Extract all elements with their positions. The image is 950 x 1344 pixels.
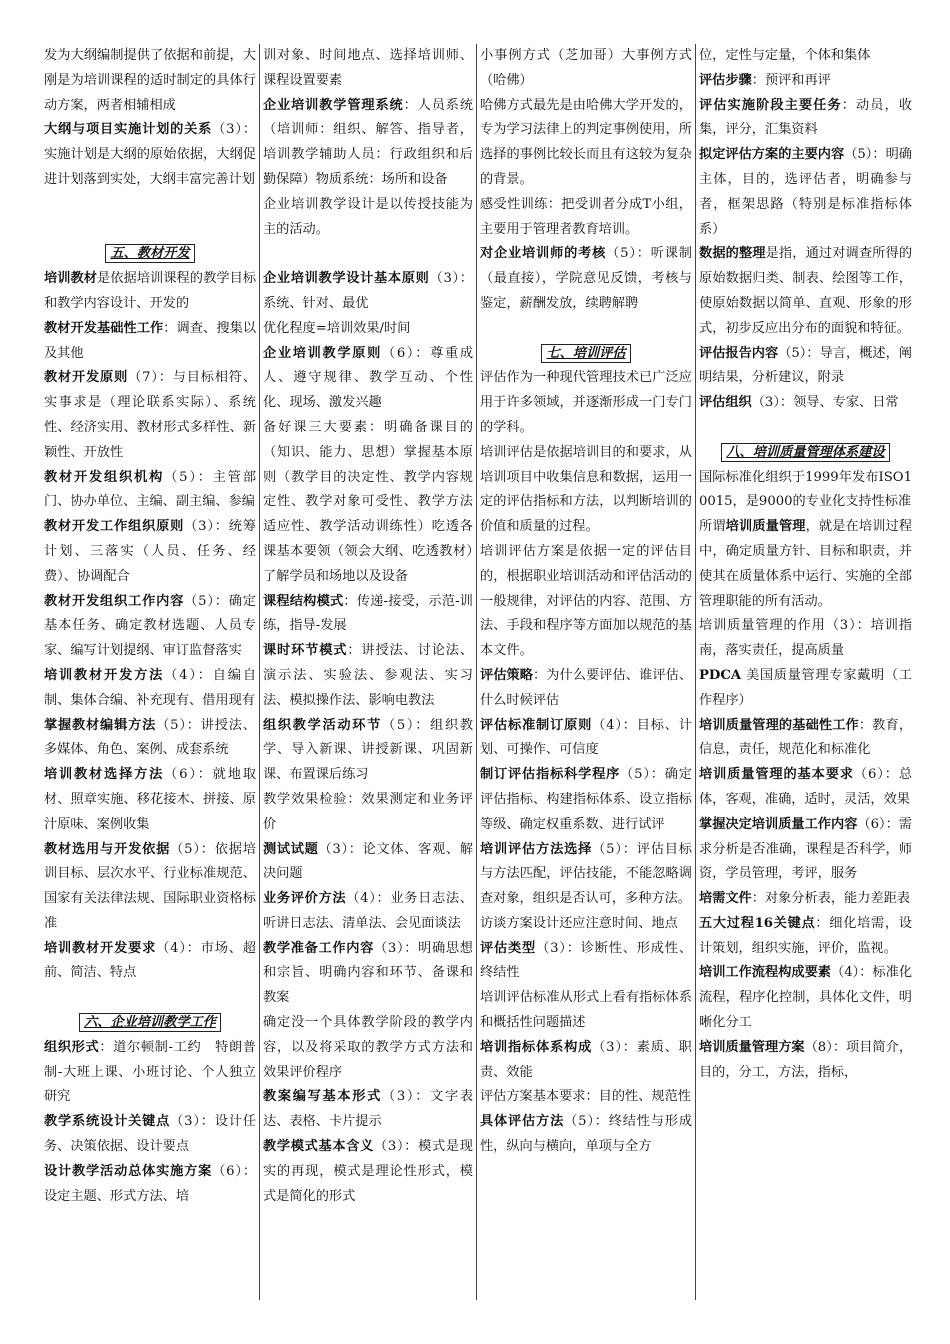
paragraph-text: （3）：实施计划是大纲的原始依据，大纲促进计划落到实处，大纲丰富完善计划 bbox=[44, 122, 256, 187]
paragraph-text: ：传递-接受，示范-训练，指导-发展 bbox=[263, 593, 473, 634]
paragraph bbox=[480, 366, 692, 440]
paragraph bbox=[263, 639, 473, 713]
paragraph-lead-term: 拟定评估方案的主要内容 bbox=[699, 147, 845, 163]
paragraph bbox=[44, 838, 256, 937]
paragraph-lead-term: 测试试题 bbox=[263, 841, 319, 857]
paragraph bbox=[699, 69, 912, 94]
column-1 bbox=[44, 44, 256, 1300]
paragraph-text: ：对象分析表，能力差距表 bbox=[751, 891, 910, 907]
paragraph-text: 训对象、时间地点、选择培训师、课程设置要素 bbox=[263, 48, 473, 88]
paragraph-text: （5）：导言，概述，阐明结果，分析建议，附录 bbox=[699, 345, 912, 386]
paragraph-text: （5）：评估目标与方法匹配，评估技能，不能忽略调查对象，组织是否认可，多种方法。 bbox=[480, 841, 692, 907]
paragraph-text: ：为什么要评估、谁评估、什么时候评估 bbox=[480, 667, 692, 708]
paragraph-text: 教学效果检验：效果测定和业务评价 bbox=[263, 791, 473, 832]
paragraph-lead-term: 教材开发组织机构 bbox=[44, 469, 165, 485]
paragraph bbox=[699, 94, 912, 144]
paragraph bbox=[699, 44, 912, 69]
paragraph bbox=[480, 937, 692, 987]
paragraph-text: （4）：业务日志法、听讲日志法、清单法、会见面谈法 bbox=[263, 891, 473, 931]
paragraph-text: 培训评估是依据培训目的和要求，从培训项目中收集信息和数据，运用一定的评估指标和方法，以判断培训的价值和质量的过程。 bbox=[480, 444, 692, 535]
paragraph bbox=[44, 937, 256, 987]
paragraph-text: 感受性训练：把受训者分成T小组，主要用于管理者教育培训。 bbox=[480, 196, 692, 237]
paragraph-text: （3）：素质、职责、效能 bbox=[480, 1039, 692, 1080]
paragraph bbox=[263, 267, 473, 317]
paragraph-lead-term: 培训质量管理方案 bbox=[699, 1039, 805, 1055]
paragraph bbox=[263, 788, 473, 838]
paragraph-text: ，就是在培训过程中，确定质量方针、目标和职责，并使其在质量体系中运行、实施的全部管理职能的所有活动。 bbox=[699, 519, 912, 609]
paragraph-lead-term: 评估实施阶段主要任务 bbox=[699, 97, 842, 113]
paragraph-term: 培训质量管理 bbox=[725, 519, 806, 535]
paragraph bbox=[44, 118, 256, 192]
paragraph-text: （3）：领导、专家、日常 bbox=[751, 395, 899, 411]
paragraph-lead-term: 教材开发基础性工作 bbox=[44, 320, 164, 336]
paragraph bbox=[480, 838, 692, 912]
paragraph-text: （5）：听课制（最直接），学院意见反馈，考核与鉴定，薪酬发放，续聘解聘 bbox=[480, 246, 692, 311]
paragraph bbox=[263, 94, 473, 193]
paragraph-lead-term: 教材开发工作组织原则 bbox=[44, 519, 185, 535]
paragraph bbox=[263, 1085, 473, 1135]
paragraph-text: 确定没一个具体教学阶段的教学内容，以及将采取的教学方式方法和效果评价程序 bbox=[263, 1015, 473, 1080]
paragraph bbox=[480, 714, 692, 764]
paragraph bbox=[44, 515, 256, 589]
section-heading bbox=[699, 441, 912, 466]
paragraph-lead-term: 掌握决定培训质量工作内容 bbox=[699, 816, 858, 832]
paragraph-lead-term: 培训评估方法选择 bbox=[480, 841, 593, 857]
paragraph-prefix: 所谓 bbox=[699, 519, 726, 535]
paragraph bbox=[263, 1135, 473, 1209]
paragraph-text: 优化程度=培训效果/时间 bbox=[263, 320, 411, 336]
paragraph-lead-term: 评估报告内容 bbox=[699, 345, 779, 361]
spacer bbox=[44, 193, 256, 243]
paragraph bbox=[699, 664, 912, 714]
paragraph bbox=[699, 614, 912, 664]
paragraph-text: 小事例方式（芝加哥）大事例方式（哈佛） bbox=[480, 48, 692, 88]
paragraph bbox=[699, 143, 912, 242]
paragraph-text: （6）：就地取材、照章实施、移花接木、拼接、原汁原味、案例收集 bbox=[44, 767, 256, 832]
paragraph-text: 美国质量管理专家戴明（工作程序） bbox=[699, 667, 912, 708]
paragraph bbox=[44, 366, 256, 465]
paragraph bbox=[480, 912, 692, 937]
paragraph-text: （3）：系统、针对、最优 bbox=[263, 271, 473, 311]
paragraph-lead-term: 培训教材开发要求 bbox=[44, 940, 157, 956]
paragraph-lead-term: 对企业培训师的考核 bbox=[480, 246, 607, 262]
paragraph-lead-term: 设计教学活动总体实施方案 bbox=[44, 1163, 213, 1179]
paragraph bbox=[699, 466, 912, 516]
paragraph-lead-term: 业务评价方法 bbox=[263, 891, 347, 907]
paragraph-text: 位，定性与定量，个体和集体 bbox=[699, 48, 871, 63]
paragraph-lead-term: 五大过程16关键点 bbox=[699, 915, 816, 931]
paragraph-text: （5）：讲授法、多媒体、角色、案例、成套系统 bbox=[44, 717, 256, 758]
paragraph bbox=[44, 1036, 256, 1110]
paragraph-lead-term: 数据的整理 bbox=[699, 246, 766, 262]
paragraph-text: （5）：明确主体，目的，选评估者，明确参与者，框架思路（特别是标准指标体系） bbox=[699, 147, 912, 237]
paragraph bbox=[480, 193, 692, 243]
paragraph bbox=[480, 1036, 692, 1086]
paragraph bbox=[699, 912, 912, 962]
paragraph bbox=[44, 664, 256, 714]
paragraph bbox=[480, 441, 692, 540]
paragraph-text: 是依据培训课程的教学目标和教学内容设计、开发的 bbox=[44, 271, 256, 311]
paragraph bbox=[480, 664, 692, 714]
paragraph-text: （8）：项目简介，目的，分工，方法，指标， bbox=[699, 1039, 912, 1080]
paragraph bbox=[480, 763, 692, 837]
paragraph-lead-term: 组织形式 bbox=[44, 1039, 100, 1055]
paragraph-text: 培训评估方案是依据一定的评估目的，根据职业培训活动和评估活动的一般规律，对评估的内容、范围、方法、手段和程序等方面加以规范的基本文件。 bbox=[480, 543, 692, 659]
paragraph-lead-term: 培需文件 bbox=[699, 891, 752, 907]
paragraph bbox=[44, 1110, 256, 1160]
paragraph-lead-term: 教学系统设计关键点 bbox=[44, 1114, 171, 1130]
paragraph-lead-term: 培训质量管理的基本要求 bbox=[699, 767, 854, 783]
paragraph-text: （3）：统筹计划、三落实（人员、任务、经费）、协调配合 bbox=[44, 519, 256, 584]
column-divider bbox=[259, 44, 260, 1300]
paragraph bbox=[263, 838, 473, 888]
paragraph-lead-term: 培训教材开发方法 bbox=[44, 667, 165, 683]
paragraph bbox=[699, 763, 912, 813]
paragraph-text: （7）：与目标相符、实事求是（理论联系实际）、系统性、经济实用、教材形式多样性、新颖性、开放性 bbox=[44, 370, 256, 460]
column-divider bbox=[695, 44, 696, 1300]
paragraph bbox=[263, 342, 473, 416]
paragraph bbox=[699, 714, 912, 764]
paragraph bbox=[44, 590, 256, 664]
paragraph-lead-term: 教材开发组织工作内容 bbox=[44, 593, 185, 609]
spacer bbox=[480, 317, 692, 342]
paragraph-text: 访谈方案设计还应注意时间、地点 bbox=[480, 915, 678, 931]
paragraph-text: ：教育，信息，责任，规范化和标准化 bbox=[699, 717, 912, 758]
paragraph bbox=[44, 1160, 256, 1210]
section-heading-text: 六、企业培训教学工作 bbox=[79, 1013, 221, 1032]
paragraph bbox=[263, 937, 473, 1011]
section-heading bbox=[480, 342, 692, 367]
paragraph-text: （5）：依据培训目标、层次水平、行业标准规范、国家有关法律法规、国际职业资格标准 bbox=[44, 841, 256, 931]
paragraph-lead-term: 大纲与项目实施计划的关系 bbox=[44, 122, 213, 138]
paragraph-text: （3）：诊断性、形成性、终结性 bbox=[480, 940, 692, 981]
paragraph-lead-term: 具体评估方法 bbox=[480, 1114, 565, 1130]
paragraph-text: 培训评估标准从形式上看有指标体系和概括性问题描述 bbox=[480, 990, 692, 1031]
paragraph bbox=[699, 342, 912, 392]
paragraph bbox=[480, 1110, 692, 1160]
paragraph-lead-term: PDCA bbox=[699, 667, 742, 683]
paragraph-text: ：讲授法、讨论法、演示法、实验法、参观法、实习法、模拟操作法、影响电教法 bbox=[263, 643, 473, 708]
paragraph-text: ：细化培需，设计策划，组织实施，评价，监视。 bbox=[699, 915, 912, 956]
paragraph-text: 备好课三大要素：明确备课目的（知识、能力、思想）掌握基本原则（教学目的决定性、教学内容规定性、教学对象可受性、教学方法适应性、教学活动训练性）吃透各课基本要领（领会大纲、吃透教材）了解学员和场地以及设备 bbox=[263, 419, 473, 584]
section-heading bbox=[44, 242, 256, 267]
paragraph bbox=[44, 317, 256, 367]
paragraph-lead-term: 评估标准制订原则 bbox=[480, 717, 593, 733]
paragraph-text: 哈佛方式最先是由哈佛大学开发的，专为学习法律上的判定事例使用，所选择的事例比较长而且有这较为复杂的背景。 bbox=[480, 97, 692, 187]
paragraph-text: （4）：目标、计划、可操作、可信度 bbox=[480, 717, 692, 758]
paragraph-text: （5）：终结性与形成性，纵向与横向，单项与全方 bbox=[480, 1114, 692, 1155]
paragraph-text: ：动员，收集，评分，汇集资料 bbox=[699, 97, 912, 138]
paragraph bbox=[44, 763, 256, 837]
paragraph bbox=[263, 590, 473, 640]
section-heading-text: 七、培训评估 bbox=[541, 344, 630, 363]
column-divider bbox=[476, 44, 477, 1300]
paragraph-text: （6）：尊重成人、遵守规律、教学互动、个性化、现场、激发兴趣 bbox=[263, 345, 473, 411]
paragraph-text: （6）：需求分析是否准确，课程是否科学，师资，学员管理，考评，服务 bbox=[699, 816, 912, 882]
paragraph-lead-term: 培训指标体系构成 bbox=[480, 1039, 593, 1055]
paragraph-text: （3）：论文体、客观、解决问题 bbox=[263, 841, 473, 882]
paragraph bbox=[263, 193, 473, 243]
paragraph-text: （6）：设定主题、形式方法、培 bbox=[44, 1163, 256, 1204]
paragraph-lead-term: 课时环节模式 bbox=[263, 643, 348, 659]
spacer bbox=[699, 416, 912, 441]
section-heading bbox=[44, 1011, 256, 1036]
column-2 bbox=[263, 44, 473, 1300]
paragraph-text: （3）：明确思想和宗旨、明确内容和环节、备课和教案 bbox=[263, 940, 473, 1006]
paragraph-text: （5）：确定评估指标、构建指标体系、设立指标等级、确定权重系数、进行试评 bbox=[480, 767, 692, 832]
paragraph-lead-term: 企业培训教学管理系统 bbox=[263, 97, 404, 113]
paragraph bbox=[480, 1085, 692, 1110]
spacer bbox=[263, 242, 473, 267]
paragraph bbox=[44, 714, 256, 764]
paragraph bbox=[263, 317, 473, 342]
paragraph-lead-term: 教材选用与开发依据 bbox=[44, 841, 171, 857]
paragraph-text: （5）：组织教学、导入新课、讲授新课、巩固新课、布置课后练习 bbox=[263, 717, 473, 783]
paragraph-text: 评估作为一种现代管理技术已广泛应用于许多领域，并逐渐形成一门专门的学科。 bbox=[480, 370, 692, 435]
paragraph-lead-term: 制订评估指标科学程序 bbox=[480, 767, 621, 783]
paragraph-lead-term: 教案编写基本形式 bbox=[263, 1089, 382, 1105]
paragraph-text: （3）：文字表达、表格、卡片提示 bbox=[263, 1089, 473, 1130]
paragraph bbox=[480, 242, 692, 316]
paragraph-text: （4）：市场、超前、简洁、特点 bbox=[44, 940, 256, 981]
paragraph-text: 发为大纲编制提供了依据和前提，大刚是为培训课程的适时制定的具体行动方案，两者相辅相成 bbox=[44, 48, 256, 113]
paragraph-lead-term: 掌握教材编辑方法 bbox=[44, 717, 157, 733]
paragraph bbox=[699, 391, 912, 416]
paragraph bbox=[263, 44, 473, 94]
section-heading-text: 八、培训质量管理体系建设 bbox=[721, 443, 889, 462]
paragraph-text: （6）：总体，客观，准确，适时，灵活，效果 bbox=[699, 767, 912, 807]
paragraph bbox=[480, 540, 692, 664]
paragraph bbox=[699, 813, 912, 887]
paragraph-text: （5）：主管部门、协办单位、主编、副主编、参编 bbox=[44, 469, 256, 510]
column-3 bbox=[480, 44, 692, 1300]
paragraph bbox=[699, 242, 912, 341]
paragraph-text: ：人员系统（培训师：组织、解答、指导者，培训教学辅助人员：行政组织和后勤保障）物质系统：场所和设备 bbox=[263, 97, 473, 187]
paragraph-text: （3）：设计任务、决策依据、设计要点 bbox=[44, 1114, 256, 1155]
paragraph-text: （4）：标准化流程，程序化控制，具体化文件，明晰化分工 bbox=[699, 965, 912, 1031]
paragraph bbox=[480, 94, 692, 193]
paragraph-lead-term: 企业培训教学原则 bbox=[263, 345, 382, 361]
paragraph-lead-term: 教学模式基本含义 bbox=[263, 1139, 375, 1155]
paragraph-lead-term: 评估类型 bbox=[480, 940, 537, 956]
paragraph-lead-term: 培训教材 bbox=[44, 271, 98, 287]
paragraph bbox=[480, 44, 692, 94]
paragraph bbox=[263, 887, 473, 937]
column-4 bbox=[699, 44, 912, 1300]
paragraph bbox=[699, 1036, 912, 1086]
paragraph-lead-term: 培训教材选择方法 bbox=[44, 767, 165, 783]
paragraph-lead-term: 评估组织 bbox=[699, 395, 752, 411]
document-page bbox=[44, 44, 912, 1300]
paragraph bbox=[44, 44, 256, 118]
paragraph-text: 国际标准化组织于1999年发布ISO10015，是9000的专业化支持性标准 bbox=[699, 469, 912, 510]
paragraph bbox=[699, 515, 912, 614]
paragraph-text: （5）：确定基本任务、确定教材选题、人员专家、编写计划提纲、审订监督落实 bbox=[44, 593, 256, 659]
paragraph bbox=[699, 961, 912, 1035]
paragraph bbox=[699, 887, 912, 912]
paragraph-lead-term: 教学准备工作内容 bbox=[263, 940, 375, 956]
paragraph bbox=[263, 714, 473, 788]
paragraph-text: 是指，通过对调查所得的原始数据归类、制表、绘图等工作，使原始数据以简单、直观、形象的形式，初步反应出分布的面貌和特征。 bbox=[699, 246, 912, 336]
paragraph-lead-term: 组织教学活动环节 bbox=[263, 717, 382, 733]
spacer bbox=[44, 986, 256, 1011]
paragraph-lead-term: 课程结构模式 bbox=[263, 593, 344, 609]
section-heading-text: 五、教材开发 bbox=[105, 244, 194, 263]
paragraph-lead-term: 企业培训教学设计基本原则 bbox=[263, 271, 430, 287]
paragraph-text: ：预评和再评 bbox=[751, 72, 831, 88]
paragraph-lead-term: 培训工作流程构成要素 bbox=[699, 965, 832, 981]
paragraph bbox=[263, 416, 473, 590]
paragraph bbox=[44, 466, 256, 516]
paragraph-lead-term: 评估策略 bbox=[480, 667, 534, 683]
paragraph bbox=[263, 1011, 473, 1085]
paragraph-text: ：道尔顿制-工约 特朗普制-大班上课、小班讨论、个人独立研究 bbox=[44, 1039, 256, 1105]
paragraph-text: （4）：自编自制、集体合编、补充现有、借用现有 bbox=[44, 667, 256, 708]
paragraph bbox=[480, 986, 692, 1036]
paragraph-lead-term: 培训质量管理的基础性工作 bbox=[699, 717, 859, 733]
paragraph-lead-term: 评估步骤 bbox=[699, 72, 752, 88]
paragraph-lead-term: 教材开发原则 bbox=[44, 370, 129, 386]
paragraph bbox=[44, 267, 256, 317]
paragraph-text: 评估方案基本要求：目的性、规范性 bbox=[480, 1089, 691, 1105]
paragraph-text: ：调查、搜集以及其他 bbox=[44, 320, 256, 361]
paragraph-text: （3）：模式是现实的再现，模式是理论性形式，模式是简化的形式 bbox=[263, 1139, 473, 1204]
paragraph-text: 企业培训教学设计是以传授技能为主的活动。 bbox=[263, 196, 473, 237]
paragraph-text: 培训质量管理的作用（3）：培训指南，落实责任，提高质量 bbox=[699, 618, 912, 659]
